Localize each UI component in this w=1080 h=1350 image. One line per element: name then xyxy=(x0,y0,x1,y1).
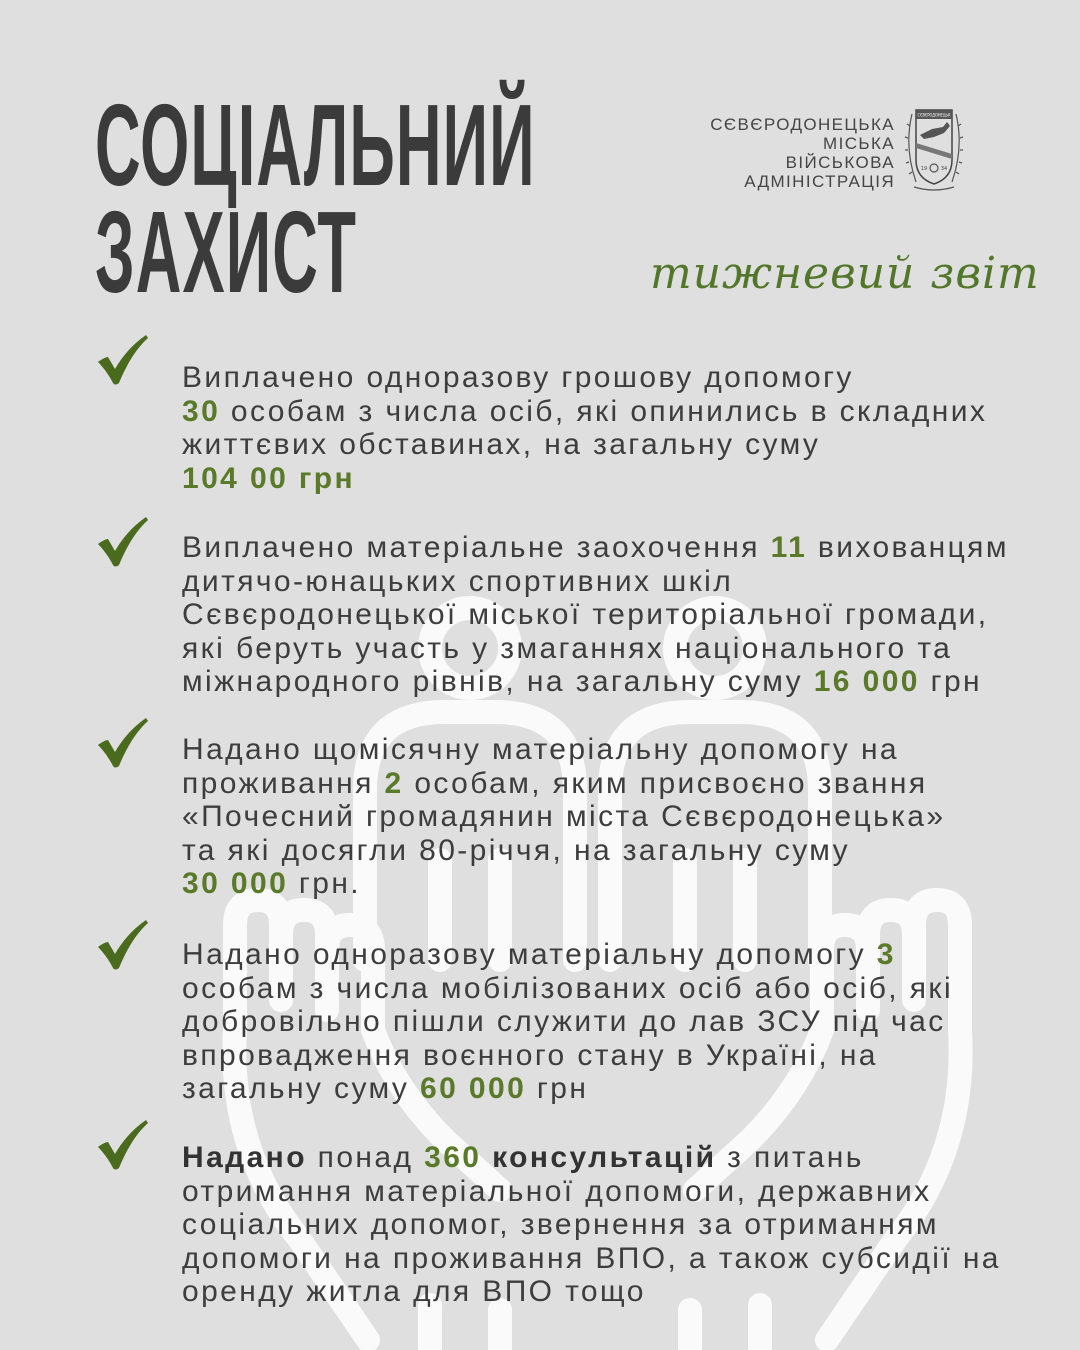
report-item-one-time-aid xyxy=(182,361,987,495)
organization-name-line: АДМІНІСТРАЦІЯ xyxy=(744,172,895,191)
checkmark-icon xyxy=(98,920,148,970)
item-text-segment: та які досягли 80-річчя, на загальну суму xyxy=(182,833,851,867)
item-line xyxy=(182,733,945,767)
coat-of-arms-icon xyxy=(904,102,964,192)
item-line xyxy=(182,665,1009,699)
item-line xyxy=(182,800,945,834)
bold-text-segment: консультацій xyxy=(481,1141,717,1174)
checkmark-icon xyxy=(98,718,148,768)
item-line xyxy=(182,834,945,868)
item-line xyxy=(182,1005,953,1039)
item-line xyxy=(182,395,987,429)
organization-name-line: ВІЙСЬКОВА xyxy=(785,153,895,172)
highlight-number: 11 xyxy=(770,531,808,564)
highlight-amount: 60 000 xyxy=(420,1072,527,1105)
item-text-segment: з питань xyxy=(716,1141,864,1174)
item-line xyxy=(182,462,987,496)
item-line xyxy=(182,632,1009,666)
organization-name-line: МІСЬКА xyxy=(823,134,895,153)
item-line xyxy=(182,1208,1001,1242)
item-text-segment: отримання матеріальної допомоги, державних xyxy=(182,1174,932,1208)
item-text-segment: проживання xyxy=(182,766,385,800)
item-line xyxy=(182,598,1009,632)
item-text-segment: дитячо-юнацьких спортивних шкіл xyxy=(182,564,734,598)
bold-text-segment: Надано xyxy=(182,1141,307,1174)
organization-name xyxy=(710,115,895,191)
item-text-segment: Сєвєродонецької міської територіальної громади, xyxy=(182,598,989,631)
item-line xyxy=(182,767,945,801)
item-text-segment: грн xyxy=(919,665,983,698)
item-text-segment: грн xyxy=(526,1072,589,1105)
emblem-year-right: 34 xyxy=(940,166,948,172)
item-text-segment: Виплачено одноразову грошову допомогу xyxy=(182,361,854,394)
item-line xyxy=(182,1072,953,1106)
highlight-amount: 104 00 грн xyxy=(182,461,356,495)
item-line xyxy=(182,1242,1001,1276)
item-text-segment: особам, яким присвоєно звання xyxy=(403,766,928,800)
highlight-amount: 16 000 xyxy=(813,665,920,698)
highlight-number: 30 xyxy=(182,394,221,428)
item-line xyxy=(182,972,953,1006)
page-title-line-2: ЗАХИСТ xyxy=(95,187,358,317)
report-item-sports-incentive xyxy=(182,531,1009,699)
item-line xyxy=(182,1275,1001,1309)
item-line xyxy=(182,938,953,972)
item-text-segment: вихованцям xyxy=(807,531,1009,564)
report-item-mobilized-aid xyxy=(182,938,953,1106)
item-text-segment: грн. xyxy=(288,867,362,900)
organization-name-line: СЄВЄРОДОНЕЦЬКА xyxy=(710,115,895,134)
item-line xyxy=(182,531,1009,565)
report-item-honorary-citizen-aid xyxy=(182,733,945,901)
item-text-segment: міжнародного рівнів, на загальну суму xyxy=(182,665,814,698)
item-text-segment: які беруть участь у змаганнях національного та xyxy=(182,631,953,665)
item-text-segment: Надано щомісячну матеріальну допомогу на xyxy=(182,733,899,766)
item-text-segment: добровільно пішли служити до лав ЗСУ під час xyxy=(182,1005,946,1038)
emblem-year-left: 19 xyxy=(920,166,928,172)
item-text-segment: життєвих обставинах, на загальну суму xyxy=(182,428,821,461)
item-line xyxy=(182,1039,953,1073)
page-title-line-1: СОЦІАЛЬНИЙ xyxy=(95,80,536,210)
highlight-number: 360 xyxy=(424,1141,482,1174)
highlight-amount: 30 000 xyxy=(182,867,289,900)
item-text-segment: допомоги на проживання ВПО, а також субсидії на xyxy=(182,1241,1001,1275)
item-line xyxy=(182,867,945,901)
checkmark-icon xyxy=(98,1120,148,1170)
item-line xyxy=(182,1141,1001,1175)
item-text-segment: особам з числа мобілізованих осіб або осіб, які xyxy=(182,971,954,1005)
highlight-number: 3 xyxy=(876,938,896,971)
item-line xyxy=(182,361,987,395)
emblem-lettering: СЄВЄРОДОНЕЦЬК xyxy=(917,112,951,118)
item-text-segment: Надано одноразову матеріальну допомогу xyxy=(182,938,877,971)
item-text-segment: особам з числа осіб, які опинились в складних xyxy=(220,394,988,428)
item-text-segment: «Почесний громадянин міста Сєвєродонецька» xyxy=(182,800,946,833)
item-text-segment: понад xyxy=(306,1141,425,1174)
item-text-segment: загальну суму xyxy=(182,1072,421,1105)
item-line xyxy=(182,565,1009,599)
highlight-number: 2 xyxy=(384,766,404,800)
item-text-segment: оренду житла для ВПО тощо xyxy=(182,1275,646,1308)
report-item-consultations xyxy=(182,1141,1001,1309)
item-line xyxy=(182,1175,1001,1209)
weekly-report-subtitle: тижневий звіт xyxy=(650,248,1040,299)
checkmark-icon xyxy=(98,335,148,385)
item-line xyxy=(182,428,987,462)
item-text-segment: соціальних допомог, звернення за отриманням xyxy=(182,1208,939,1241)
item-text-segment: Виплачено матеріальне заохочення xyxy=(182,531,771,564)
item-text-segment: впровадження воєнного стану в Україні, на xyxy=(182,1038,878,1072)
checkmark-icon xyxy=(98,517,148,567)
